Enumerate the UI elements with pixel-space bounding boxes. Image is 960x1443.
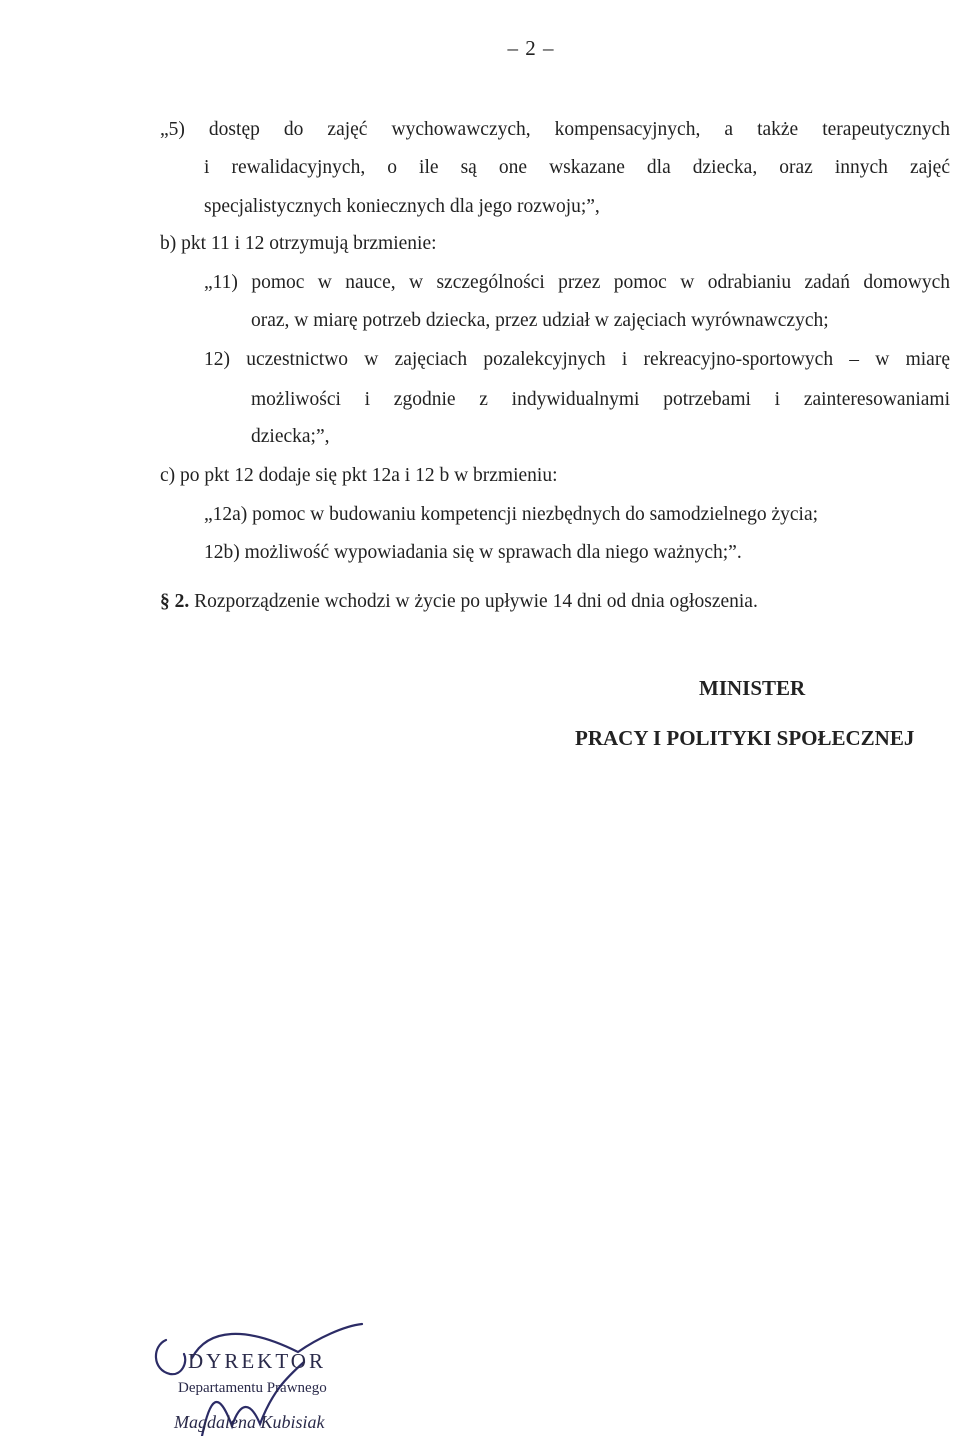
body-line-1: „5) dostęp do zajęć wychowawczych, kompensacyjnych, a także terapeutycznych [160,119,950,140]
body-line-9: dziecka;”, [251,426,330,447]
body-line-5: „11) pomoc w nauce, w szczególności przez pomoc w odrabianiu zadań domowych [204,272,950,293]
body-line-2: i rewalidacyjnych, o ile są one wskazane dla dziecka, oraz innych zajęć [204,157,950,178]
stamp-line-2: Departamentu Prawnego [178,1380,327,1396]
body-line-7: 12) uczestnictwo w zajęciach pozalekcyjnych i rekreacyjno-sportowych – w miarę [204,349,950,370]
body-line-3: specjalistycznych koniecznych dla jego rozwoju;”, [204,196,600,217]
signature-title: MINISTER [699,676,806,700]
stamp-line-1: DYREKTOR [188,1349,326,1373]
body-line-6: oraz, w miarę potrzeb dziecka, przez udział w zajęciach wyrównawczych; [251,310,829,331]
section-text: Rozporządzenie wchodzi w życie po upływie 14 dni od dnia ogłoszenia. [194,591,758,612]
signature-subtitle: PRACY I POLITYKI SPOŁECZNEJ [575,726,915,750]
body-line-11: „12a) pomoc w budowaniu kompetencji niezbędnych do samodzielnego życia; [204,504,819,525]
page-number: – 2 – [507,36,555,60]
body-line-12: 12b) możliwość wypowiadania się w sprawach dla niego ważnych;”. [204,542,742,563]
body-line-10: c) po pkt 12 dodaje się pkt 12a i 12 b w brzmieniu: [160,465,558,486]
section-sign: § 2. [160,591,190,612]
body-line-4: b) pkt 11 i 12 otrzymują brzmienie: [160,233,437,254]
director-stamp [148,1318,368,1436]
stamp-line-3: Magdalena Kubisiak [174,1412,325,1432]
section-2 [160,590,758,614]
body-line-8: możliwości i zgodnie z indywidualnymi potrzebami i zainteresowaniami [251,389,950,410]
